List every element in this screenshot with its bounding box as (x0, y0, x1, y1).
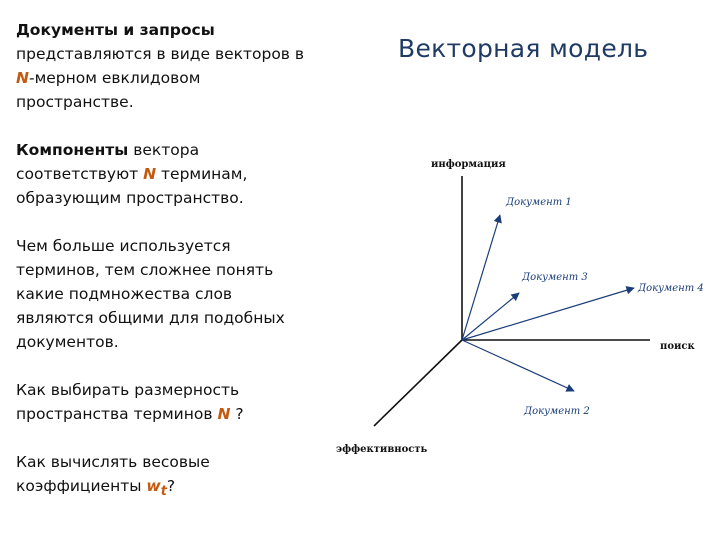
text-line: Как вычислять весовые (16, 453, 210, 471)
z-axis-line (374, 340, 462, 426)
text-line: коэффициенты (16, 477, 147, 495)
text-line: терминам, (156, 165, 248, 183)
text-line: -мерном евклидовом (28, 69, 201, 87)
bold-documents-queries: Документы и запросы (16, 21, 215, 39)
document-2-vector (462, 340, 574, 391)
document-2-label: Документ 2 (524, 406, 590, 417)
text-line: документов. (16, 333, 119, 351)
text-line: Как выбирать размерность (16, 381, 240, 399)
document-3-vector (462, 293, 519, 340)
text-line: пространства терминов (16, 405, 218, 423)
document-3-label: Документ 3 (522, 272, 588, 283)
n-symbol: N (16, 69, 29, 87)
text-line: пространстве. (16, 93, 134, 111)
text-line: представляются в виде векторов в (16, 45, 305, 63)
axis-label-information: информация (431, 159, 506, 170)
axis-label-efficiency: эффективность (336, 444, 428, 455)
document-1-label: Документ 1 (506, 197, 572, 208)
t-subscript: t (160, 484, 167, 500)
document-4-vector (462, 288, 634, 340)
document-1-vector (462, 215, 500, 340)
document-4-label: Документ 4 (638, 283, 704, 294)
text-line: образующим пространство. (16, 189, 244, 207)
text-line: какие подмножества слов (16, 285, 233, 303)
text-line: Чем больше используется (16, 237, 231, 255)
text-line: терминов, тем сложнее понять (16, 261, 274, 279)
text-line: являются общими для подобных (16, 309, 285, 327)
n-symbol: N (217, 405, 231, 423)
text-line: ? (166, 477, 176, 495)
axis-label-search: поиск (660, 341, 695, 352)
slide-title: Векторная модель (398, 34, 649, 63)
n-symbol: N (143, 165, 157, 183)
text-line: вектора (128, 141, 200, 159)
text-line: ? (230, 405, 244, 423)
text-line: соответствуют (16, 165, 144, 183)
bold-components: Компоненты (16, 141, 129, 159)
w-symbol: w (146, 477, 161, 495)
